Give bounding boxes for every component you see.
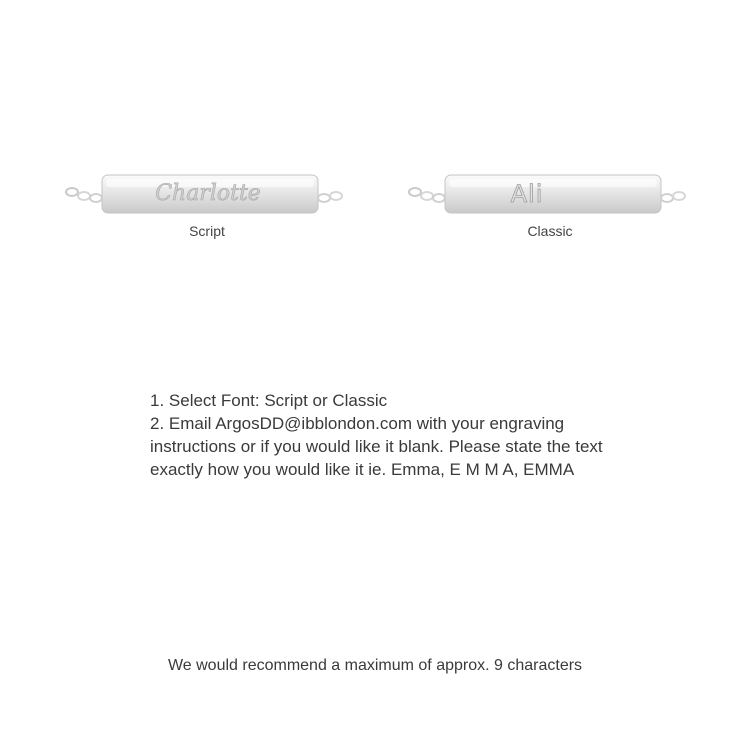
bracelet-classic [405, 165, 695, 245]
character-limit-note: We would recommend a maximum of approx. 9 characters [167, 657, 583, 674]
chain-right [661, 192, 685, 202]
instruction-step-2: 2. Email ArgosDD@ibblondon.com with your engraving instructions or if you would like it blank. Please state the text exactly how you would like it ie. Emma, E M M A, EMMA [150, 414, 603, 479]
font-caption: Classic [527, 223, 573, 239]
chain-left [66, 188, 102, 202]
chain-right [318, 192, 342, 202]
bracelet-script-image [62, 165, 352, 220]
instruction-step-1: 1. Select Font: Script or Classic [150, 391, 388, 410]
bracelet-classic-image [405, 165, 695, 220]
engraving-text: Charlotte [155, 181, 261, 206]
engraving-text: Ali [510, 180, 544, 208]
font-caption: Script [189, 223, 225, 239]
chain-left [409, 188, 445, 202]
engraving-instructions [150, 389, 650, 481]
bracelet-script [62, 165, 352, 245]
